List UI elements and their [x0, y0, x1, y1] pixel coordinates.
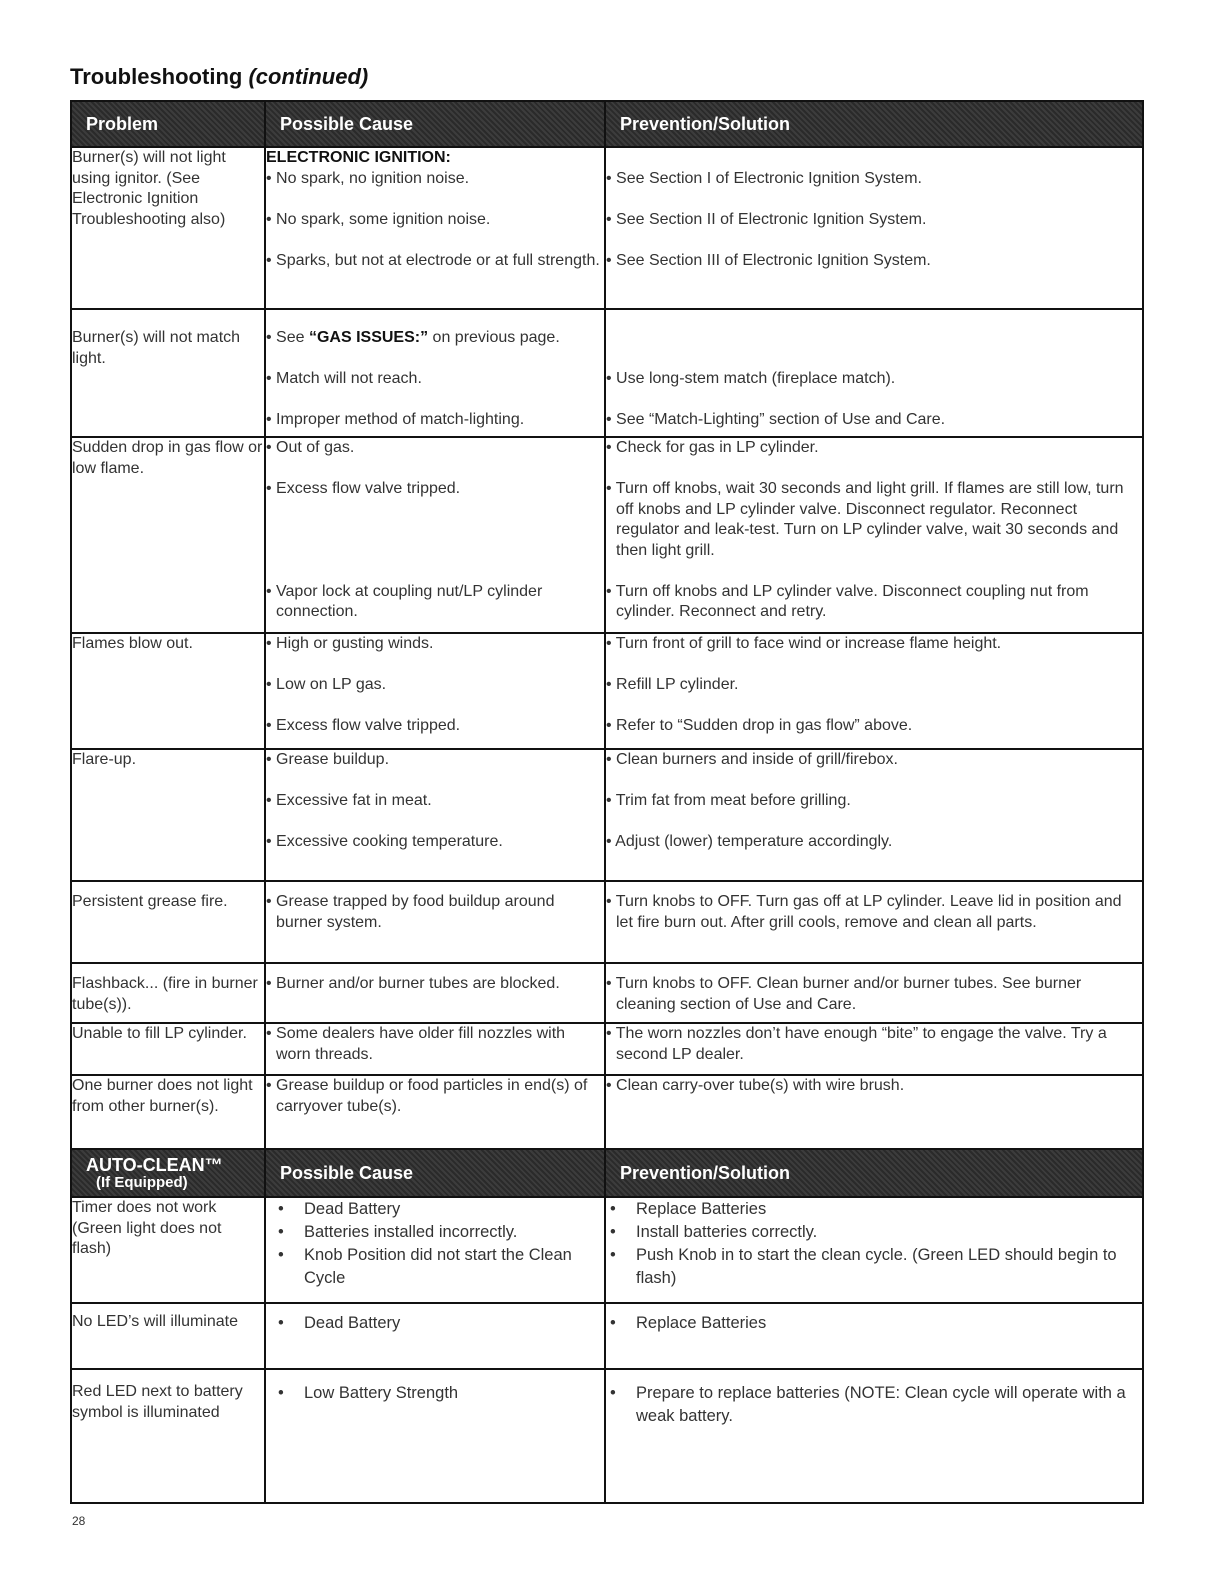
cause-item: • Knob Position did not start the Clean Cycle — [266, 1244, 604, 1290]
solution-item: • Turn off knobs, wait 30 seconds and light grill. If flames are still low, turn off knobs and LP cylinder valve. Disconnect regulator. Reconnect regulator and leak-test. Turn on LP cylinder valve, wait 30 seconds and then light grill. — [606, 480, 1124, 559]
solution-item: • See “Match-Lighting” section of Use and Care. — [606, 411, 946, 428]
table-row — [71, 881, 1143, 963]
solution-item: • Turn knobs to OFF. Clean burner and/or burner tubes. See burner cleaning section of Use and Care. — [606, 975, 1082, 1013]
cause-cell — [265, 309, 605, 437]
solution-cell — [605, 1023, 1143, 1075]
cause-gas-suffix: on previous page. — [428, 329, 560, 346]
table-row — [71, 963, 1143, 1023]
table-row — [71, 1197, 1143, 1303]
spacer — [606, 148, 1142, 169]
cause-cell — [265, 633, 605, 749]
solution-item: • See Section I of Electronic Ignition System. — [606, 169, 922, 187]
solution-item: • Clean burners and inside of grill/firebox. — [606, 751, 898, 768]
cause-item: • Vapor lock at coupling nut/LP cylinder connection. — [266, 582, 543, 620]
problem-cell: Burner(s) will not light using ignitor. (See Electronic Ignition Troubleshooting also) — [71, 147, 265, 309]
solution-cell — [605, 1303, 1143, 1369]
solution-item: • Use long-stem match (fireplace match). — [606, 370, 896, 387]
table-row — [71, 309, 1143, 437]
solution-item: • The worn nozzles don’t have enough “bite” to engage the valve. Try a second LP dealer. — [606, 1025, 1107, 1063]
cause-item: • High or gusting winds. — [266, 635, 434, 652]
solution-cell — [605, 437, 1143, 633]
cause-item: • Batteries installed incorrectly. — [266, 1221, 604, 1244]
solution-cell — [605, 1369, 1143, 1503]
cause-item: • Improper method of match-lighting. — [266, 411, 525, 428]
solution-item: • Clean carry-over tube(s) with wire brush. — [606, 1077, 905, 1094]
cause-item: • Grease buildup. — [266, 751, 390, 768]
header-cause: Possible Cause — [265, 1149, 605, 1197]
solution-item: • Prepare to replace batteries (NOTE: Clean cycle will operate with a weak battery. — [606, 1382, 1142, 1428]
cause-item: • Excessive fat in meat. — [266, 792, 432, 809]
solution-item: • Replace Batteries — [606, 1198, 1142, 1221]
title-main: Troubleshooting — [70, 64, 243, 89]
cause-cell — [265, 147, 605, 309]
problem-cell: No LED’s will illuminate — [71, 1303, 265, 1369]
table-row — [71, 1075, 1143, 1149]
solution-item: • Install batteries correctly. — [606, 1221, 1142, 1244]
cause-item: • Match will not reach. — [266, 370, 422, 387]
solution-cell — [605, 633, 1143, 749]
solution-cell — [605, 309, 1143, 437]
table-row — [71, 437, 1143, 633]
header-solution: Prevention/Solution — [605, 1149, 1143, 1197]
autoclean-subtitle: (If Equipped) — [96, 1173, 188, 1191]
cause-item: • Excess flow valve tripped. — [266, 717, 461, 734]
problem-cell: Red LED next to battery symbol is illuminated — [71, 1369, 265, 1503]
cause-item: • Dead Battery — [266, 1198, 604, 1221]
cause-cell — [265, 1197, 605, 1303]
problem-cell: Timer does not work (Green light does not flash) — [71, 1197, 265, 1303]
cause-item: • No spark, no ignition noise. — [266, 169, 470, 187]
problem-cell: Flare-up. — [71, 749, 265, 881]
table-row — [71, 749, 1143, 881]
problem-cell: Burner(s) will not match light. — [71, 309, 265, 437]
header-cause: Possible Cause — [265, 101, 605, 147]
cause-cell — [265, 1303, 605, 1369]
title-continued: (continued) — [248, 64, 369, 89]
cause-item: • Grease buildup or food particles in end(s) of carryover tube(s). — [266, 1077, 588, 1115]
problem-cell: Sudden drop in gas flow or low flame. — [71, 437, 265, 633]
solution-item: • Turn knobs to OFF. Turn gas off at LP cylinder. Leave lid in position and let fire burn out. After grill cools, remove and clean all parts. — [606, 893, 1122, 931]
solution-item: • Push Knob in to start the clean cycle. (Green LED should begin to flash) — [606, 1244, 1142, 1290]
problem-cell: Flames blow out. — [71, 633, 265, 749]
solution-item: • Adjust (lower) temperature accordingly. — [606, 833, 893, 850]
cause-cell — [265, 963, 605, 1023]
table-row — [71, 1369, 1143, 1503]
cause-item: • Out of gas. — [266, 439, 355, 456]
solution-cell — [605, 1075, 1143, 1149]
spacer — [606, 328, 1142, 349]
table-row — [71, 633, 1143, 749]
cause-cell — [265, 749, 605, 881]
cause-item: • Low Battery Strength — [266, 1382, 604, 1405]
cause-item: • Excess flow valve tripped. — [266, 480, 461, 497]
solution-cell — [605, 881, 1143, 963]
solution-cell — [605, 147, 1143, 309]
cause-cell — [265, 1023, 605, 1075]
solution-cell — [605, 1197, 1143, 1303]
cause-cell — [265, 1369, 605, 1503]
cause-item: • Burner and/or burner tubes are blocked. — [266, 975, 560, 992]
gas-issues-ref: “GAS ISSUES:” — [308, 329, 429, 346]
problem-cell: Persistent grease fire. — [71, 881, 265, 963]
header-problem: Problem — [71, 101, 265, 147]
problem-cell: Unable to fill LP cylinder. — [71, 1023, 265, 1075]
solution-item: • See Section III of Electronic Ignition System. — [606, 251, 931, 269]
cause-item-gas — [266, 328, 604, 349]
solution-item: • Turn off knobs and LP cylinder valve. Disconnect coupling nut from cylinder. Reconnect and retry. — [606, 582, 1089, 620]
solution-item: • Refer to “Sudden drop in gas flow” above. — [606, 717, 913, 734]
cause-gas-prefix: • See — [266, 329, 309, 346]
cause-cell — [265, 437, 605, 633]
page-number: 28 — [72, 1514, 86, 1528]
cause-item: • Sparks, but not at electrode or at full strength. — [266, 251, 600, 269]
solution-item: • Check for gas in LP cylinder. — [606, 439, 819, 456]
cause-cell — [265, 1075, 605, 1149]
troubleshooting-table — [70, 100, 1144, 1504]
header-solution: Prevention/Solution — [605, 101, 1143, 147]
cause-item: • Some dealers have older fill nozzles with worn threads. — [266, 1025, 566, 1063]
solution-item: • Replace Batteries — [606, 1312, 1142, 1335]
problem-cell: One burner does not light from other burner(s). — [71, 1075, 265, 1149]
autoclean-title: AUTO-CLEAN™ — [86, 1154, 223, 1175]
problem-cell: Flashback... (fire in burner tube(s)). — [71, 963, 265, 1023]
table-row — [71, 1303, 1143, 1369]
cause-item: • Low on LP gas. — [266, 676, 387, 693]
solution-item: • Refill LP cylinder. — [606, 676, 739, 693]
solution-cell — [605, 749, 1143, 881]
solution-item: • Trim fat from meat before grilling. — [606, 792, 851, 809]
cause-item: • Grease trapped by food buildup around burner system. — [266, 893, 555, 931]
table-row — [71, 1023, 1143, 1075]
solution-item: • Turn front of grill to face wind or increase flame height. — [606, 635, 1002, 652]
page-title — [70, 64, 368, 90]
cause-item: • Dead Battery — [266, 1312, 604, 1335]
table-row — [71, 147, 1143, 309]
header-autoclean — [71, 1149, 265, 1197]
cause-heading: ELECTRONIC IGNITION: — [266, 149, 451, 166]
solution-item: • See Section II of Electronic Ignition System. — [606, 210, 927, 228]
cause-cell — [265, 881, 605, 963]
cause-item: • No spark, some ignition noise. — [266, 210, 491, 228]
autoclean-header-row — [71, 1149, 1143, 1197]
cause-item: • Excessive cooking temperature. — [266, 833, 503, 850]
table-header-row — [71, 101, 1143, 147]
solution-cell — [605, 963, 1143, 1023]
